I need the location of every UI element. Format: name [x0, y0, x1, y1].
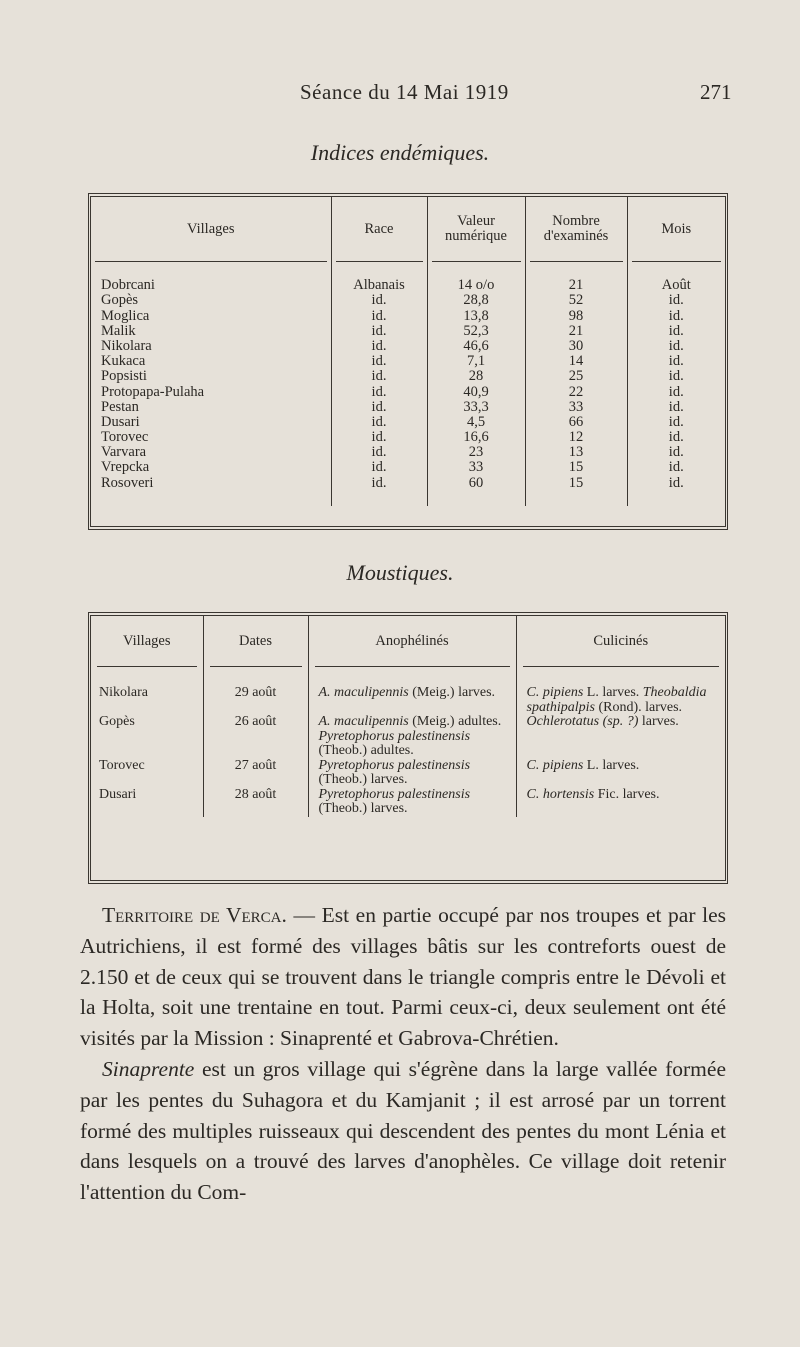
nombre-cell-text: 21 [568, 277, 584, 294]
mois-cell-text: id. [668, 444, 684, 461]
section-title-moustiques: Moustiques. [346, 560, 454, 585]
valeur-cell [427, 324, 525, 339]
nombre-cell [525, 385, 627, 400]
table-row [91, 430, 725, 445]
village-cell [91, 788, 203, 817]
nombre-cell [525, 430, 627, 445]
village-cell [91, 324, 331, 339]
village-cell-text: Kukaca [101, 353, 146, 370]
valeur-cell-text: 7,1 [466, 353, 486, 370]
species-name: C. pipiens [526, 757, 584, 773]
race-cell-text: id. [371, 398, 387, 415]
table-header-row [91, 616, 725, 666]
anophelines-cell [308, 759, 516, 788]
valeur-cell-text: 33 [468, 459, 484, 476]
mois-cell [627, 309, 725, 324]
village-cell [91, 415, 331, 430]
page-number: 271 [700, 80, 732, 104]
table-row [91, 309, 725, 324]
valeur-cell [427, 430, 525, 445]
nombre-cell-text: 14 [568, 353, 584, 370]
village-cell-text: Vrepcka [101, 459, 150, 476]
village-cell-text: Torovec [101, 429, 149, 446]
race-cell-text: id. [371, 322, 387, 339]
race-cell-text: id. [371, 429, 387, 446]
species-name: C. hortensis [526, 786, 595, 802]
table-header-row [91, 197, 725, 261]
nombre-cell [525, 278, 627, 293]
race-cell [331, 293, 427, 308]
table-row [91, 759, 725, 788]
nombre-cell-text: 98 [568, 307, 584, 324]
valeur-cell [427, 415, 525, 430]
species-note: (Rond). larves. [594, 699, 683, 715]
species-note: (Theob.) adultes. [318, 743, 414, 758]
species-note: (Meig.) adultes. [408, 714, 502, 729]
date-cell [203, 788, 308, 817]
nombre-cell-text: 13 [568, 444, 584, 461]
date-cell-text: 27 août [234, 757, 277, 773]
mosquito-body [91, 686, 725, 817]
table-row [91, 460, 725, 475]
village-cell [91, 278, 331, 293]
race-cell [331, 324, 427, 339]
valeur-cell-text: 28 [468, 368, 484, 385]
mois-cell-text: id. [668, 413, 684, 430]
valeur-cell-text: 33,3 [463, 398, 489, 415]
race-cell [331, 476, 427, 491]
nombre-cell [525, 354, 627, 369]
race-cell-text: id. [371, 474, 387, 491]
table-row [91, 354, 725, 369]
village-cell-text: Dobrcani [101, 277, 155, 294]
nombre-cell [525, 369, 627, 384]
nombre-cell-text: 15 [568, 459, 584, 476]
nombre-cell [525, 476, 627, 491]
village-cell [91, 476, 331, 491]
village-cell [91, 445, 331, 460]
species-name: Pyretophorus palestinensis [318, 757, 471, 773]
valeur-cell [427, 460, 525, 475]
race-cell [331, 400, 427, 415]
paragraph-sinaprente [80, 1054, 726, 1208]
col-header-culicines: Culicinés [516, 616, 725, 666]
mois-cell [627, 339, 725, 354]
valeur-cell [427, 354, 525, 369]
nombre-cell-text: 15 [568, 474, 584, 491]
anophelines-cell [308, 788, 516, 817]
col-header-anophelines: Anophélinés [308, 616, 516, 666]
anophelines-cell [308, 715, 516, 759]
species-note: L. larves. [583, 757, 640, 773]
date-cell [203, 715, 308, 759]
mois-cell-text: id. [668, 429, 684, 446]
race-cell-text: id. [371, 368, 387, 385]
endemic-index-table-frame [88, 193, 728, 530]
endemic-index-body [91, 278, 725, 506]
nombre-cell [525, 324, 627, 339]
race-cell [331, 369, 427, 384]
species-name: Theobaldia spathipalpis [526, 685, 707, 715]
race-cell [331, 354, 427, 369]
nombre-cell [525, 293, 627, 308]
race-cell [331, 339, 427, 354]
species-note: larves. [638, 714, 679, 729]
valeur-cell-text: 46,6 [463, 337, 489, 354]
nombre-cell-text: 66 [568, 413, 584, 430]
mosquito-table-frame [88, 612, 728, 884]
body-text [80, 900, 726, 1208]
species-name: Ochlerotatus (sp. ?) [526, 714, 639, 729]
table-row [91, 324, 725, 339]
page-header [0, 80, 800, 110]
village-cell [91, 430, 331, 445]
mois-cell-text: id. [668, 368, 684, 385]
nombre-cell-text: 21 [568, 322, 584, 339]
race-cell-text: id. [371, 383, 387, 400]
valeur-cell [427, 385, 525, 400]
anophelines-cell [308, 686, 516, 715]
nombre-cell [525, 460, 627, 475]
village-cell [91, 354, 331, 369]
mois-cell-text: Août [661, 277, 691, 294]
village-cell-text: Nikolara [101, 337, 152, 354]
species-note: (Theob.) larves. [318, 772, 408, 787]
village-cell [91, 759, 203, 788]
table-row [91, 715, 725, 759]
race-cell [331, 385, 427, 400]
endemic-index-table [91, 197, 725, 506]
valeur-cell-text: 4,5 [466, 413, 486, 430]
mois-cell-text: id. [668, 474, 684, 491]
village-cell-text: Rosoveri [101, 474, 154, 491]
valeur-cell [427, 309, 525, 324]
date-cell-text: 29 août [234, 685, 277, 700]
village-cell-text: Pestan [101, 398, 139, 415]
valeur-cell [427, 339, 525, 354]
mois-cell-text: id. [668, 398, 684, 415]
nombre-cell-text: 22 [568, 383, 584, 400]
mois-cell [627, 369, 725, 384]
village-cell [91, 293, 331, 308]
mois-cell [627, 324, 725, 339]
race-cell-text: id. [371, 307, 387, 324]
village-cell [91, 369, 331, 384]
col-header-nombre: Nombre d'examinés [525, 197, 627, 261]
species-note: (Theob.) larves. [318, 801, 408, 816]
table-row [91, 686, 725, 715]
table-row [91, 369, 725, 384]
col-header-villages: Villages [123, 632, 171, 649]
village-cell [91, 460, 331, 475]
table-row [91, 400, 725, 415]
table-row [91, 293, 725, 308]
nombre-cell-text: 30 [568, 337, 584, 354]
valeur-cell-text: 40,9 [463, 383, 489, 400]
date-cell-text: 28 août [234, 786, 277, 802]
village-cell-text: Torovec [99, 757, 145, 773]
date-cell-text: 26 août [234, 714, 277, 729]
valeur-cell-text: 52,3 [463, 322, 489, 339]
species-name: C. pipiens [526, 685, 584, 700]
date-cell [203, 759, 308, 788]
paragraph-sinaprente-text: est un gros village qui s'égrène dans la large vallée formée par les pentes du Suhagora et du Kamjanit ; il est arrosé par un torrent formé des multiples ruisseaux qui descendent des pentes du mont Lénia et dans lesquels on a trouvé des larves d'anophèles. Ce village doit retenir l'attention du Com- [80, 1056, 726, 1205]
race-cell-text: id. [371, 413, 387, 430]
village-cell [91, 385, 331, 400]
mois-cell-text: id. [668, 459, 684, 476]
mois-cell-text: id. [668, 292, 684, 309]
species-name: Pyretophorus palestinensis [318, 786, 471, 802]
valeur-cell [427, 278, 525, 293]
valeur-cell-text: 60 [468, 474, 484, 491]
nombre-cell [525, 309, 627, 324]
race-cell-text: id. [371, 353, 387, 370]
village-cell-text: Dusari [99, 786, 137, 802]
col-header-valeur: Valeur numérique [427, 197, 525, 261]
village-cell [91, 309, 331, 324]
col-header-race: Race [331, 197, 427, 261]
race-cell-text: id. [371, 459, 387, 476]
col-header-mois: Mois [627, 197, 725, 261]
table-row [91, 445, 725, 460]
mois-cell-text: id. [668, 353, 684, 370]
village-cell-text: Popsisti [101, 368, 147, 385]
species-name: A. maculipennis [318, 685, 409, 700]
race-cell [331, 460, 427, 475]
village-cell [91, 339, 331, 354]
village-cell [91, 686, 203, 715]
paragraph-verca-text: — Est en partie occupé par nos troupes et par les Autrichiens, il est formé des villages bâtis sur les contreforts ouest de 2.150 et de ceux qui se trouvent dans le triangle compris entre le Dévoli et la Holta, soit une trentaine en tout. Parmi ceux-ci, deux seulement ont été visités par la Mission : Sinaprenté et Gabrova-Chrétien. [80, 903, 726, 1051]
race-cell-text: id. [371, 337, 387, 354]
nombre-cell-text: 33 [568, 398, 584, 415]
culicines-cell [516, 788, 725, 817]
mois-cell-text: id. [668, 383, 684, 400]
species-note: (Meig.) larves. [408, 685, 496, 700]
race-cell [331, 309, 427, 324]
table-row [91, 385, 725, 400]
village-cell [91, 715, 203, 759]
village-cell-text: Gopès [101, 292, 139, 309]
nombre-cell [525, 400, 627, 415]
nombre-cell-text: 52 [568, 292, 584, 309]
mois-cell [627, 476, 725, 491]
mois-cell-text: id. [668, 337, 684, 354]
valeur-cell [427, 445, 525, 460]
culicines-cell [516, 686, 725, 715]
territory-heading: Territoire de Verca. [102, 903, 287, 927]
mois-cell [627, 354, 725, 369]
mois-cell [627, 415, 725, 430]
race-cell [331, 278, 427, 293]
table-row [91, 278, 725, 293]
village-cell-text: Moglica [101, 307, 150, 324]
mois-cell [627, 460, 725, 475]
race-cell [331, 445, 427, 460]
date-cell [203, 686, 308, 715]
mois-cell [627, 400, 725, 415]
valeur-cell-text: 14 o/o [457, 277, 495, 294]
nombre-cell-text: 12 [568, 429, 584, 446]
valeur-cell-text: 16,6 [463, 429, 489, 446]
nombre-cell [525, 415, 627, 430]
village-cell-text: Dusari [101, 413, 140, 430]
table-row [91, 415, 725, 430]
valeur-cell [427, 476, 525, 491]
valeur-cell-text: 28,8 [463, 292, 489, 309]
village-cell-text: Nikolara [99, 685, 148, 700]
section-title-indices: Indices endémiques. [310, 140, 490, 165]
village-cell-text: Gopès [99, 714, 135, 729]
mois-cell [627, 385, 725, 400]
table-row [91, 339, 725, 354]
nombre-cell-text: 25 [568, 368, 584, 385]
species-name: A. maculipennis [318, 714, 409, 729]
race-cell-text: id. [371, 292, 387, 309]
valeur-cell-text: 23 [468, 444, 484, 461]
culicines-cell [516, 759, 725, 788]
village-name-lead: Sinaprente [102, 1056, 195, 1081]
species-note: Fic. larves. [594, 786, 660, 802]
race-cell [331, 415, 427, 430]
species-note: L. larves. [583, 685, 643, 700]
mois-cell [627, 430, 725, 445]
mosquito-table [91, 616, 725, 817]
race-cell [331, 430, 427, 445]
col-header-villages: Villages [187, 220, 235, 237]
paragraph-verca [80, 900, 726, 1054]
village-cell-text: Protopapa-Pulaha [101, 383, 205, 400]
mois-cell-text: id. [668, 322, 684, 339]
village-cell-text: Varvara [101, 444, 147, 461]
valeur-cell [427, 293, 525, 308]
culicines-cell [516, 715, 725, 759]
mois-cell-text: id. [668, 307, 684, 324]
col-header-dates: Dates [203, 616, 308, 666]
race-cell-text: id. [371, 444, 387, 461]
valeur-cell [427, 369, 525, 384]
mois-cell [627, 278, 725, 293]
table-row [91, 788, 725, 817]
running-title: Séance du 14 Mai 1919 [300, 80, 509, 104]
mois-cell [627, 445, 725, 460]
race-cell-text: Albanais [353, 277, 405, 294]
species-name: Pyretophorus palestinensis [318, 728, 471, 744]
village-cell [91, 400, 331, 415]
village-cell-text: Malik [101, 322, 136, 339]
valeur-cell-text: 13,8 [463, 307, 489, 324]
table-row [91, 476, 725, 491]
valeur-cell [427, 400, 525, 415]
nombre-cell [525, 445, 627, 460]
mois-cell [627, 293, 725, 308]
nombre-cell [525, 339, 627, 354]
